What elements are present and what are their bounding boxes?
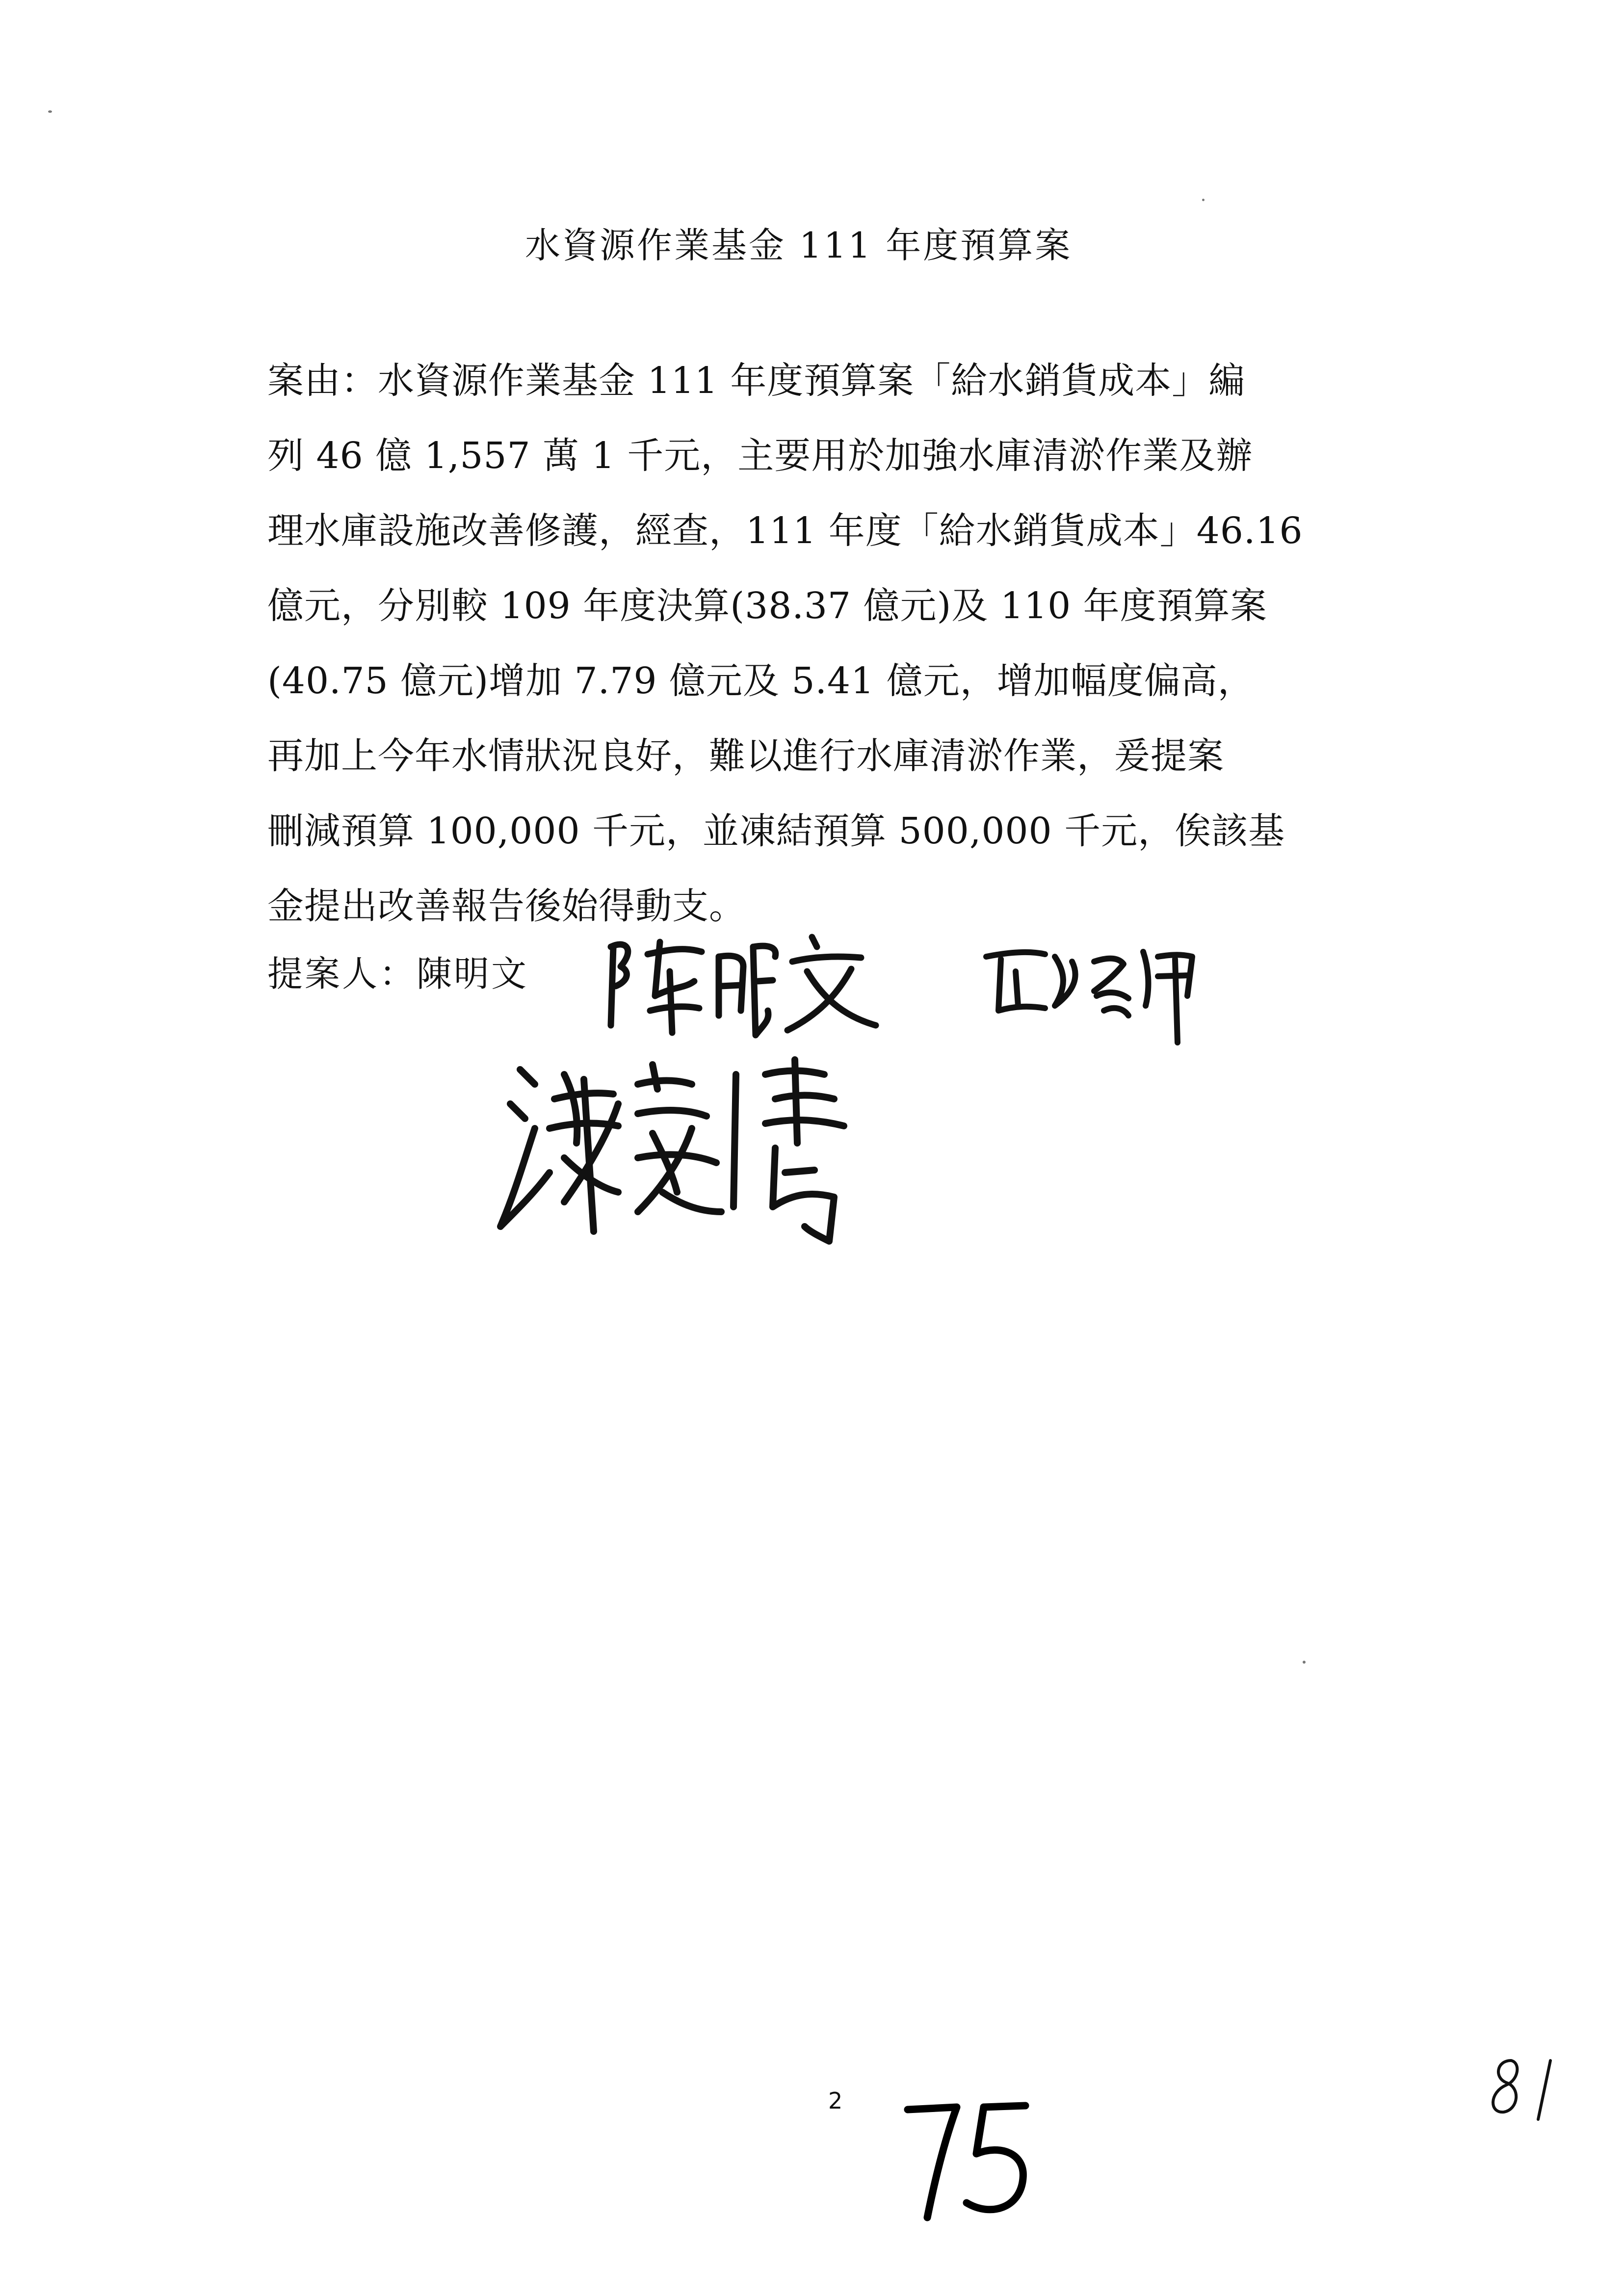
body-line: 再加上今年水情狀況良好，難以進行水庫清淤作業，爰提案 — [267, 735, 1224, 777]
body-line: 列 46 億 1,557 萬 1 千元，主要用於加強水庫清淤作業及辦 — [267, 435, 1253, 477]
scan-speck — [48, 110, 52, 113]
body-line: 刪減預算 100,000 千元，並凍結預算 500,000 千元，俟該基 — [267, 810, 1285, 852]
document-title: 水資源作業基金 111 年度預算案 — [525, 225, 1073, 266]
body-line: 金提出改善報告後始得動支。 — [267, 885, 746, 927]
handwritten-signature-icon — [601, 927, 886, 1045]
signature-chuang-jui-hsiung — [491, 1045, 883, 1266]
proposal-body — [267, 343, 1406, 944]
handwritten-signature-icon — [491, 1045, 883, 1266]
signature-chen-ming-wen — [601, 927, 886, 1045]
body-line: (40.75 億元)增加 7.79 億元及 5.41 億元，增加幅度偏高， — [267, 660, 1255, 702]
proposer-label: 提案人：陳明文 — [267, 953, 529, 994]
signature-chiu-chih-wei — [981, 937, 1207, 1050]
page-number: 2 — [828, 2087, 843, 2114]
handwritten-annotation-icon — [893, 2100, 1040, 2222]
scan-speck — [1303, 1661, 1306, 1664]
handwritten-number-81 — [1482, 2051, 1570, 2131]
body-line: 理水庫設施改善修護，經查，111 年度「給水銷貨成本」46.16 — [267, 510, 1303, 552]
handwritten-number-75 — [893, 2100, 1040, 2224]
handwritten-annotation-icon — [1482, 2051, 1570, 2129]
scan-speck — [1202, 199, 1205, 201]
body-line: 案由：水資源作業基金 111 年度預算案「給水銷貨成本」編 — [267, 360, 1246, 402]
handwritten-signature-icon — [981, 937, 1207, 1050]
body-line: 億元，分別較 109 年度決算(38.37 億元)及 110 年度預算案 — [267, 585, 1267, 627]
